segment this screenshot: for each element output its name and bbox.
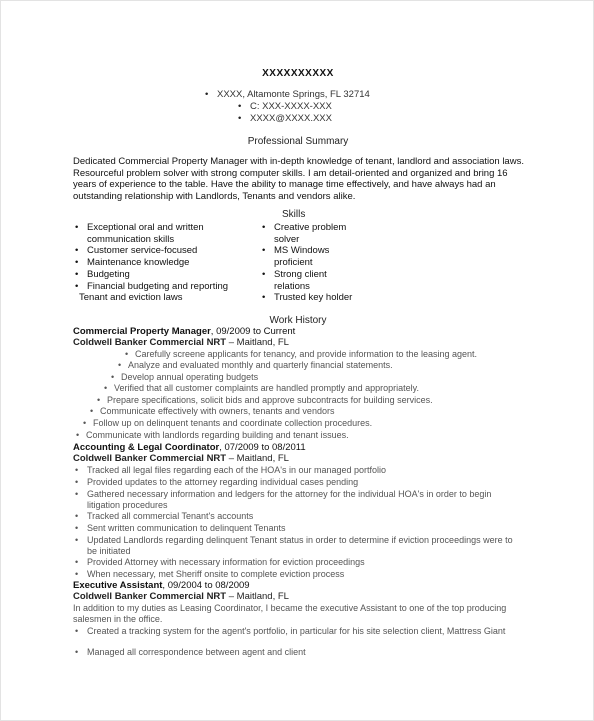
contact-email: • XXXX@XXXX.XXX bbox=[250, 113, 332, 124]
job-dates: , 07/2009 to 08/2011 bbox=[219, 442, 306, 453]
list-item: • Exceptional oral and written communication skills bbox=[73, 222, 243, 245]
job-title: Commercial Property Manager bbox=[73, 326, 211, 337]
job-bullet: • Created a tracking system for the agent's portfolio, in particular for his site selection client, Mattress Giant bbox=[87, 626, 517, 637]
list-item: • Maintenance knowledge bbox=[73, 257, 243, 269]
job-bullet: • Follow up on delinquent tenants and coordinate collection procedures. bbox=[93, 418, 372, 428]
job-title-line bbox=[73, 580, 250, 591]
job-bullet: • Provided updates to the attorney regarding individual cases pending bbox=[87, 477, 517, 488]
job-dates: , 09/2009 to Current bbox=[210, 326, 296, 337]
job-dates: , 09/2004 to 08/2009 bbox=[162, 580, 250, 591]
job-title-line bbox=[73, 442, 306, 453]
job-title-line bbox=[73, 326, 295, 337]
job-bullet: • Prepare specifications, solicit bids and approve subcontracts for building services. bbox=[107, 395, 433, 405]
list-item: • Financial budgeting and reporting bbox=[73, 281, 243, 293]
job-bullet: • Managed all correspondence between agent and client bbox=[87, 647, 517, 658]
contact-phone: • C: XXX-XXXX-XXX bbox=[250, 101, 332, 112]
job-title: Accounting & Legal Coordinator bbox=[73, 442, 220, 453]
skills-heading-label: Skills bbox=[282, 209, 306, 220]
job-company-line bbox=[73, 453, 289, 464]
work-heading: Work History bbox=[269, 315, 327, 326]
list-item: • Trusted key holder bbox=[260, 292, 360, 304]
job-bullet: • Gathered necessary information and ledgers for the attorney for the individual HOA's in order to begin litigation procedures bbox=[87, 489, 517, 510]
job-bullet: • When necessary, met Sheriff onsite to complete eviction process bbox=[87, 569, 517, 580]
list-item: • Budgeting bbox=[73, 269, 243, 281]
job-company-line bbox=[73, 337, 289, 348]
job-bullet: • Analyze and evaluated monthly and quarterly financial statements. bbox=[128, 360, 393, 370]
job-company: Coldwell Banker Commercial NRT bbox=[73, 591, 227, 602]
summary-heading: Professional Summary bbox=[247, 136, 349, 147]
job-location: – Maitland, FL bbox=[226, 591, 289, 602]
job-bullet: • Updated Landlords regarding delinquent Tenant status in order to determine if eviction proceedings were to be initiated bbox=[87, 535, 517, 556]
skills-left-list bbox=[73, 222, 243, 304]
summary-text: Dedicated Commercial Property Manager with in-depth knowledge of tenant, landlord and association laws. Resourceful problem solver with strong computer skills. I am detail-oriented and organized and bring 16 years of experience to the table. Have the ability to manage time effectively, and have always had an outstanding relationship with Landlords, Tenants and vendors alike. bbox=[73, 156, 524, 203]
skills-right-list bbox=[260, 222, 360, 304]
job-bullet: • Tracked all commercial Tenant's accounts bbox=[87, 511, 517, 522]
job-company: Coldwell Banker Commercial NRT bbox=[73, 337, 227, 348]
job-title: Executive Assistant bbox=[73, 580, 163, 591]
job-bullet: • Verified that all customer complaints are handled promptly and appropriately. bbox=[114, 383, 419, 393]
contact-address: • XXXX, Altamonte Springs, FL 32714 bbox=[217, 89, 370, 100]
job-bullet: • Carefully screene applicants for tenancy, and provide information to the leasing agent. bbox=[135, 349, 477, 359]
job-location: – Maitland, FL bbox=[226, 337, 289, 348]
candidate-name: XXXXXXXXXX bbox=[262, 68, 334, 79]
job-bullet: • Communicate with landlords regarding building and tenant issues. bbox=[86, 430, 349, 440]
job-bullet: • Communicate effectively with owners, tenants and vendors bbox=[100, 406, 334, 416]
job-company: Coldwell Banker Commercial NRT bbox=[73, 453, 227, 464]
job-company-line bbox=[73, 591, 289, 602]
list-item: • Creative problem solver bbox=[260, 222, 360, 245]
list-item: Tenant and eviction laws bbox=[79, 292, 183, 304]
list-item: • MS Windows proficient bbox=[260, 245, 360, 268]
job-bullet: • Tracked all legal files regarding each of the HOA's in our managed portfolio bbox=[87, 465, 517, 476]
job-bullet: • Provided Attorney with necessary information for eviction proceedings bbox=[87, 557, 517, 568]
job-intro: In addition to my duties as Leasing Coordinator, I became the executive Assistant to one of the top producing salesmen in the office. bbox=[73, 603, 507, 624]
list-item: • Customer service-focused bbox=[73, 245, 243, 257]
job-bullet: • Sent written communication to delinquent Tenants bbox=[87, 523, 517, 534]
list-item: • Strong client relations bbox=[260, 269, 360, 292]
job-bullet: • Develop annual operating budgets bbox=[121, 372, 258, 382]
job-location: – Maitland, FL bbox=[226, 453, 289, 464]
